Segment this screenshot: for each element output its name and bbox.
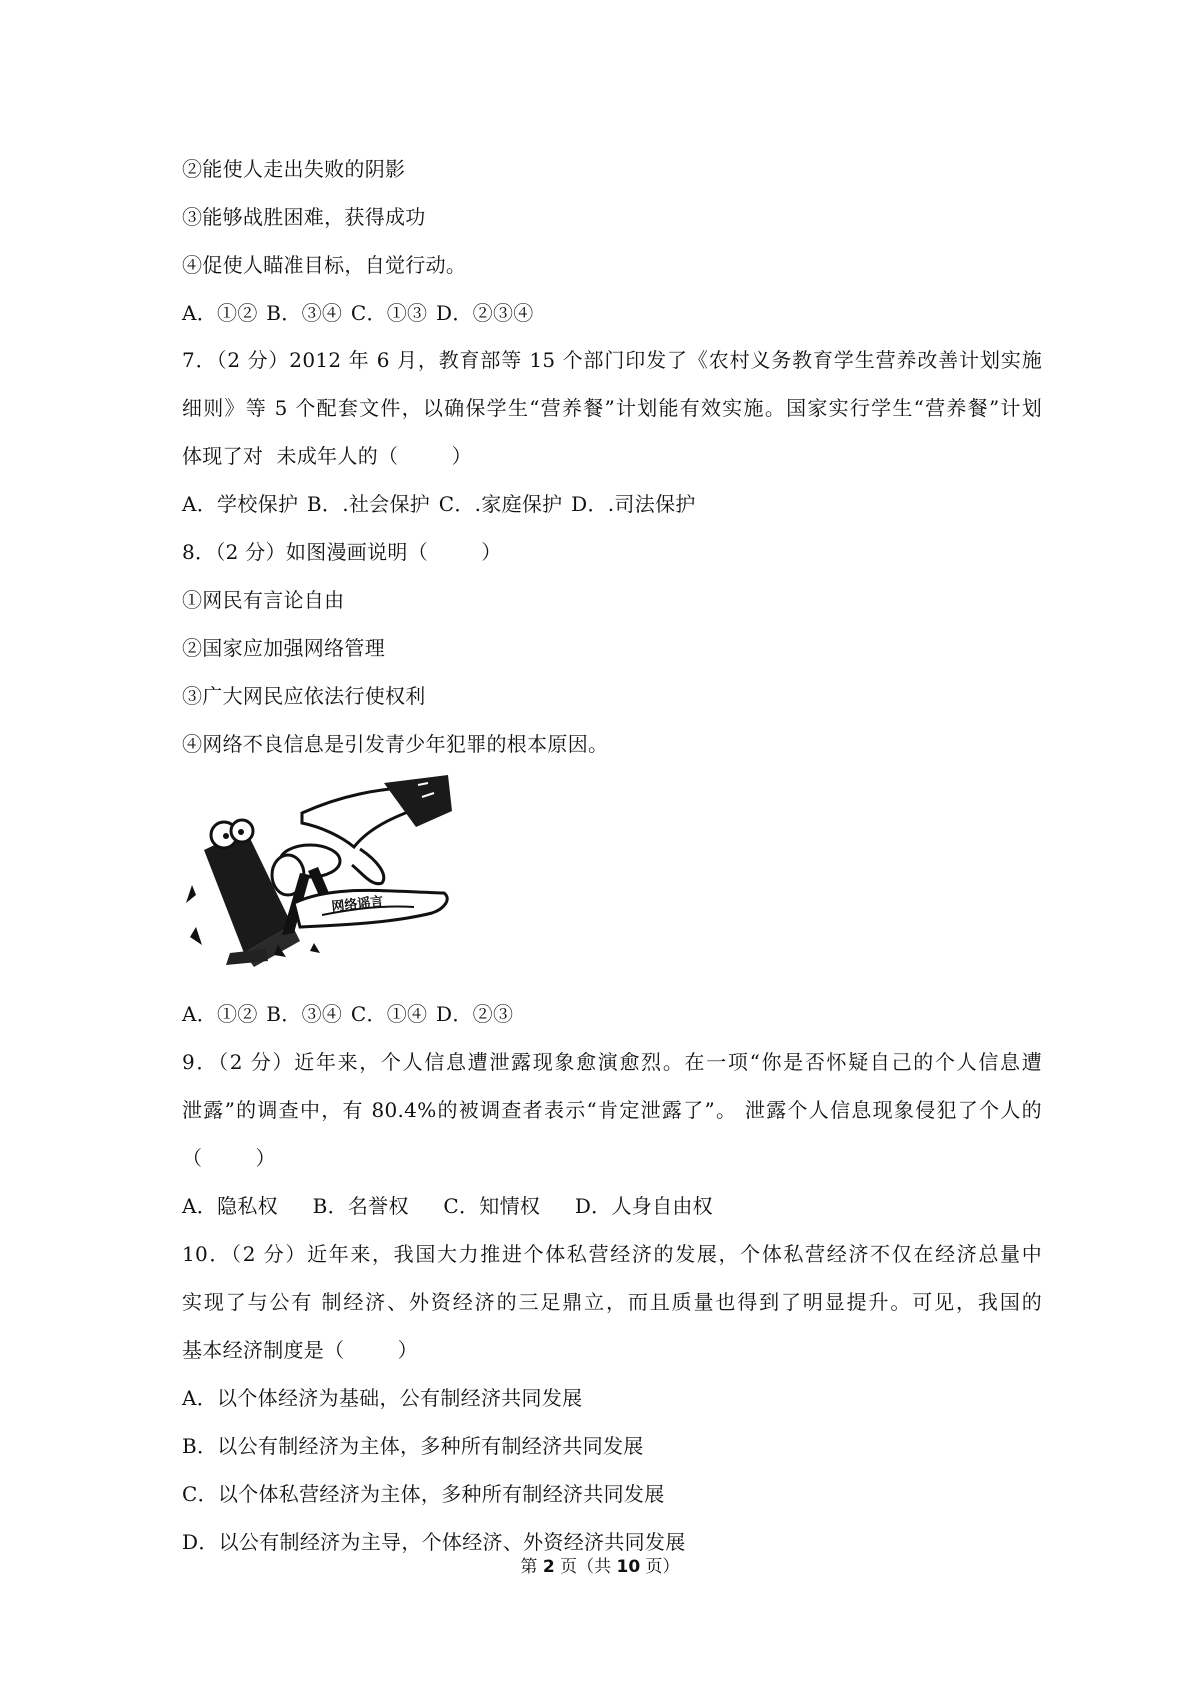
q8-statement-2: ②国家应加强网络管理 [182,636,385,660]
q6-options: A．①② B．③④ C．①③ D．②③④ [182,301,534,325]
q10-option-c: C．以个体私营经济为主体，多种所有制经济共同发展 [182,1482,665,1506]
q7-stem-line-2: 细则》等 5 个配套文件，以确保学生“营养餐”计划能有效实施。国家实行学生“营养餐”计划 [182,396,1042,420]
q6-statement-4: ④促使人瞄准目标，自觉行动。 [182,253,467,277]
q9-stem-line-1: 9．（2 分）近年来，个人信息遭泄露现象愈演愈烈。在一项“你是否怀疑自己的个人信息遭 [182,1050,1042,1074]
q8-options: A．①② B．③④ C．①④ D．②③ [182,1002,514,1026]
q8-statement-1: ①网民有言论自由 [182,588,345,612]
q6-statement-3: ③能够战胜困难，获得成功 [182,205,426,229]
q9-stem-line-2: 泄露”的调查中，有 80.4%的被调查者表示“肯定泄露了”。 泄露个人信息现象侵犯了个人的 [182,1098,1042,1122]
footer-total-pages: 10 [616,1557,641,1577]
q8-statement-4: ④网络不良信息是引发青少年犯罪的根本原因。 [182,732,609,756]
footer-middle: 页（共 [554,1557,617,1577]
q10-option-d: D．以公有制经济为主导，个体经济、外资经济共同发展 [182,1530,686,1554]
q9-stem-line-3: （ ） [182,1146,276,1170]
q10-stem-line-1: 10．（2 分）近年来，我国大力推进个体私营经济的发展，个体私营经济不仅在经济总量中 [182,1242,1042,1266]
page-footer [0,1556,1200,1578]
q7-stem-line-3: 体现了对 未成年人的（ ） [182,444,472,468]
q10-option-a: A．以个体经济为基础，公有制经济共同发展 [182,1386,583,1410]
footer-prefix: 第 [520,1557,543,1577]
cartoon-image [182,775,464,971]
cartoon-banner-text: 网络谣言 [330,894,385,915]
q10-stem-line-2: 实现了与公有 制经济、外资经济的三足鼎立，而且质量也得到了明显提升。可见，我国的 [182,1290,1042,1314]
q7-options: A．学校保护 B．.社会保护 C．.家庭保护 D．.司法保护 [182,492,696,516]
footer-suffix: 页） [640,1557,680,1577]
q6-statement-2: ②能使人走出失败的阴影 [182,157,406,181]
footer-page-number: 2 [542,1557,555,1577]
q10-stem-line-3: 基本经济制度是（ ） [182,1338,418,1362]
q10-option-b: B．以公有制经济为主体，多种所有制经济共同发展 [182,1434,644,1458]
q9-options: A．隐私权 B．名誉权 C．知情权 D．人身自由权 [182,1194,713,1218]
q8-statement-3: ③广大网民应依法行使权利 [182,684,426,708]
q8-stem: 8．（2 分）如图漫画说明（ ） [182,540,502,564]
q7-stem-line-1: 7．（2 分）2012 年 6 月，教育部等 15 个部门印发了《农村义务教育学生营养改善计划实施 [182,348,1042,372]
